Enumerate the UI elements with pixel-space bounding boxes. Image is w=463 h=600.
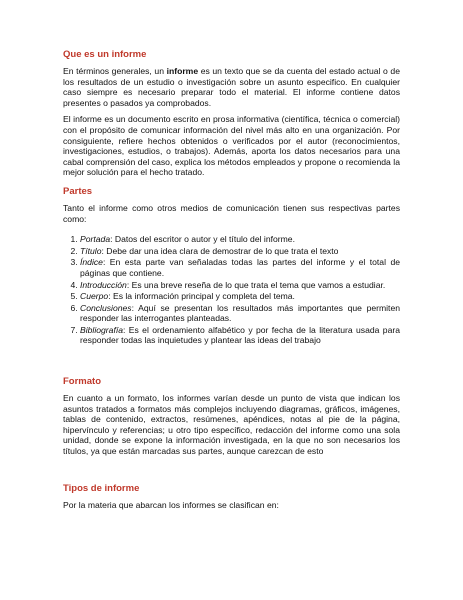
list-item-text: : Es una breve reseña de lo que trata el tema que vamos a estudiar. <box>126 279 386 290</box>
list-item-text: : Es la información principal y completa del tema. <box>108 291 295 302</box>
heading-partes: Partes <box>63 185 93 197</box>
list-item <box>80 325 400 346</box>
heading-tipos-de-informe: Tipos de informe <box>63 482 140 494</box>
document-page <box>63 49 400 516</box>
list-item-text: : Aquí se presentan los resultados más importantes que permiten responder las interrogantes planteadas. <box>80 302 400 324</box>
list-item-text: : Es el ordenamiento alfabético y por fecha de la literatura usada para responder todas las inquietudes y plantear las ideas del trabajo <box>80 324 400 346</box>
paragraph-partes-intro: Tanto el informe como otros medios de comunicación tienen sus respectivas partes como: <box>63 202 400 224</box>
list-item-term: Bibliografía <box>80 324 123 335</box>
list-item-term: Conclusiones <box>80 302 132 313</box>
list-item <box>80 257 400 278</box>
list-item <box>80 280 400 291</box>
list-item-term: Cuerpo <box>80 291 109 302</box>
partes-list <box>63 234 400 346</box>
paragraph-documento: El informe es un documento escrito en prosa informativa (científica, técnica o comercial) con el propósito de comunicar información del nivel más alto en una organización. Por consiguiente, refiere hechos obtenidos o verificados por el autor (reconocimientos, investigaciones, estudios, o trabajos). Además, aporta los datos necesarios para una cabal comprensión del caso, explica los métodos empleados y propone o recomienda la mejor solución para el hecho tratado. <box>63 114 400 178</box>
list-item-term: Índice <box>80 257 103 268</box>
paragraph-tipos: Por la materia que abarcan los informes se clasifican en: <box>63 499 279 510</box>
paragraph-definicion-rest: es un texto que se da cuenta del estado actual o de los resultados de un estudio o investigación sobre un asunto especifico. En cualquier caso siempre es necesario preparar todo el material. El informe contiene datos presentes o pasados ya comprobados. <box>63 66 400 108</box>
list-item <box>80 246 400 257</box>
bold-term-informe: informe <box>166 66 199 76</box>
heading-formato: Formato <box>63 376 101 388</box>
list-item <box>80 291 400 302</box>
list-item-term: Título <box>80 245 102 256</box>
paragraph-definicion <box>63 66 400 108</box>
list-item-text: : En esta parte van señaladas todas las partes del informe y el total de páginas que contiene. <box>80 257 400 278</box>
paragraph-definicion-start: En términos generales, un <box>63 66 167 76</box>
list-item-text: : Datos del escritor o autor y el título del informe. <box>110 234 295 245</box>
list-item-term: Introducción <box>80 279 127 290</box>
list-item-term: Portada <box>80 234 111 245</box>
paragraph-formato: En cuanto a un formato, los informes varían desde un punto de vista que indican los asuntos tratados a formatos más complejos incluyendo diagramas, gráficos, imágenes, tablas de contenido, extractos, resúmenes, apéndices, notas al pie de la página, hipervínculo y referencias; u otro tipo específico, redacción del informe como una sola unidad, donde se expone la información investigada, en la que no son necesarios los títulos, ya que están marcadas sus partes, aunque carezcan de esto <box>63 393 400 457</box>
list-item-text: : Debe dar una idea clara de demostrar de lo que trata el texto <box>101 245 339 256</box>
list-item <box>80 234 400 245</box>
heading-que-es-un-informe: Que es un informe <box>63 49 147 60</box>
list-item <box>80 303 400 324</box>
